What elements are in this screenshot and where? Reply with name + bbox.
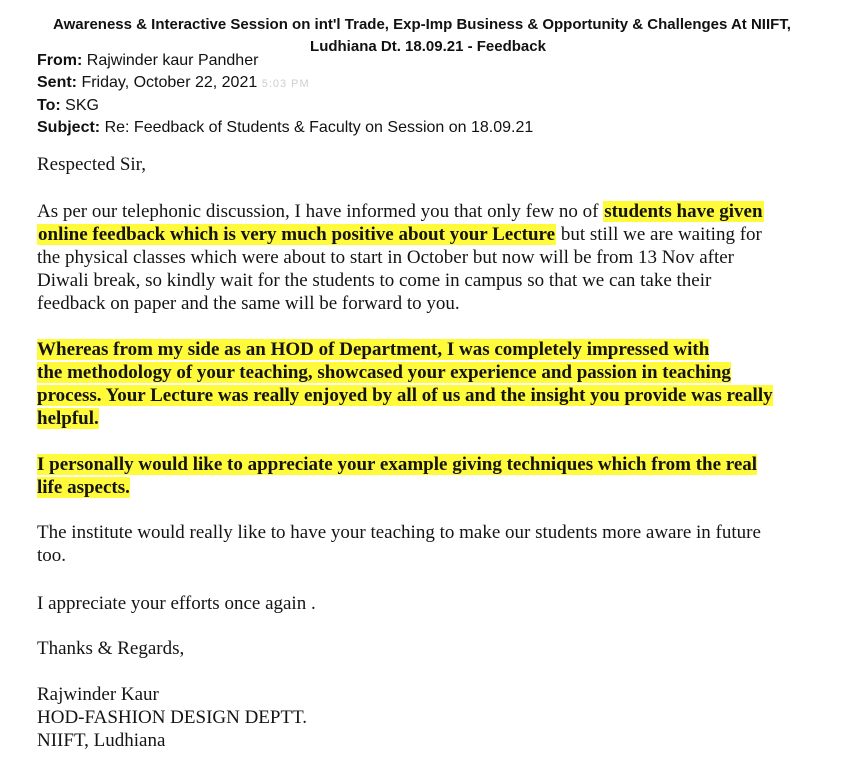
closing: Thanks & Regards, (37, 638, 185, 659)
subject-row (37, 117, 533, 139)
greeting: Respected Sir, (37, 154, 146, 175)
paragraph-appreciation (37, 453, 837, 499)
para3-line-1 (37, 453, 837, 476)
para1-line-1-plain: As per our telephonic discussion, I have informed you that only few no of (37, 201, 604, 222)
to-row (37, 95, 533, 117)
para3-line-2-highlight: life aspects. (37, 477, 130, 498)
signature-name: Rajwinder Kaur (37, 684, 159, 705)
para1-line-2-plain: but still we are waiting for (556, 224, 762, 245)
sent-value: Friday, October 22, 2021 (81, 74, 258, 91)
from-label: From: (37, 52, 83, 69)
paragraph-telephonic-discussion (37, 200, 837, 315)
signature-role: HOD-FASHION DESIGN DEPTT. (37, 707, 308, 728)
para1-line-2-highlight: online feedback which is very much positive about your Lecture (38, 224, 556, 245)
email-header (37, 50, 533, 139)
paragraph-hod-impression (37, 338, 842, 430)
to-value: SKG (65, 97, 99, 114)
signature-block (37, 683, 307, 752)
para2-line-3-highlight: process. Your Lecture was really enjoyed by all of us and the insight you provide was really (37, 385, 773, 406)
para1-line-1 (37, 200, 837, 223)
sent-row (37, 72, 533, 95)
from-value: Rajwinder kaur Pandher (86, 52, 259, 69)
from-row (37, 50, 533, 72)
para1-line-4: Diwali break, so kindly wait for the students to come in campus so that we can take their (37, 270, 712, 291)
para1-line-5: feedback on paper and the same will be forward to you. (37, 293, 460, 314)
subject-value: Re: Feedback of Students & Faculty on Session on 18.09.21 (104, 119, 534, 136)
para2-line-4-highlight: helpful. (37, 408, 99, 429)
para1-line-2 (37, 223, 837, 246)
subject-label: Subject: (37, 119, 101, 136)
para2-line-4 (37, 407, 842, 430)
para2-line-2-highlight: the methodology of your teaching, showcased your experience and passion in teaching (37, 362, 731, 383)
para4-line-2: too. (37, 545, 67, 566)
page-title-line-2: Ludhiana Dt. 18.09.21 - Feedback (310, 38, 546, 55)
para2-line-3 (37, 384, 842, 407)
para3-line-2 (37, 476, 837, 499)
sent-label: Sent: (37, 74, 77, 91)
para1-line-1-highlight: students have given (604, 201, 763, 222)
para1-line-3: the physical classes which were about to start in October but now will be from 13 Nov after (37, 247, 735, 268)
to-label: To: (37, 97, 61, 114)
para2-line-1 (37, 338, 842, 361)
sent-time-faded: 5:03 PM (261, 78, 310, 90)
para2-line-1-highlight: Whereas from my side as an HOD of Department, I was completely impressed with (37, 339, 710, 360)
paragraph-efforts: I appreciate your efforts once again . (37, 593, 316, 614)
signature-org: NIIFT, Ludhiana (37, 730, 166, 751)
page-title-line-1: Awareness & Interactive Session on int'l Trade, Exp-Imp Business & Opportunity & Challenges At NIIFT, (53, 16, 791, 33)
para4-line-1: The institute would really like to have your teaching to make our students more aware in future (37, 522, 761, 543)
paragraph-institute (37, 521, 837, 567)
para2-line-2 (37, 361, 842, 384)
para3-line-1-highlight: I personally would like to appreciate your example giving techniques which from the real (37, 454, 758, 475)
